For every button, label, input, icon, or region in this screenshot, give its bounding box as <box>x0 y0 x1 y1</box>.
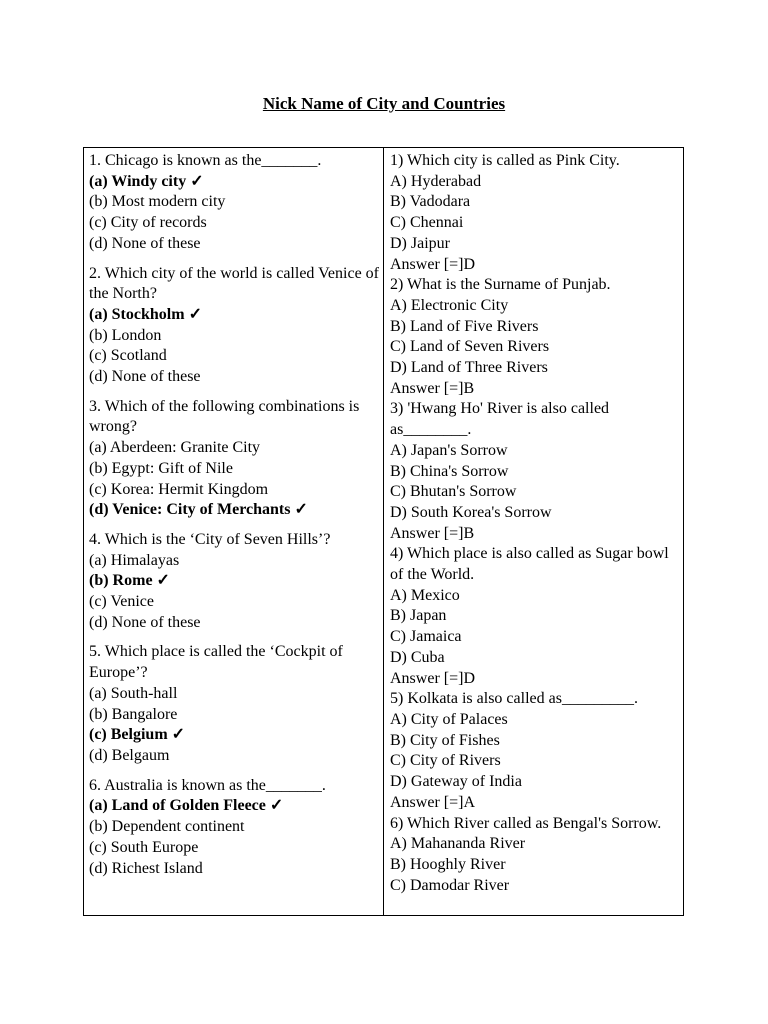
answer-line: Answer [=]D <box>390 255 475 273</box>
option-d: (d) None of these <box>89 234 201 252</box>
option-d: (d) Belgaum <box>89 746 170 764</box>
option-c-correct: (c) Belgium ✓ <box>89 726 186 744</box>
option-c: C) Chennai <box>390 214 464 232</box>
option-c: (c) Korea: Hermit Kingdom <box>89 480 269 498</box>
question-text: 1) Which city is called as Pink City. <box>390 152 620 169</box>
answer-line: Answer [=]B <box>390 524 475 542</box>
option-a: A) City of Palaces <box>390 710 508 728</box>
option-d: (d) None of these <box>89 613 201 631</box>
question-text: 5. Which place is called the ‘Cockpit of Europe’? <box>89 643 343 682</box>
answer-line: Answer [=]B <box>390 379 475 397</box>
option-a: A) Mexico <box>390 586 460 604</box>
option-b: (b) Bangalore <box>89 705 178 723</box>
option-a-correct: (a) Land of Golden Fleece ✓ <box>89 797 284 815</box>
option-b: B) City of Fishes <box>390 731 500 749</box>
option-d: D) South Korea's Sorrow <box>390 503 552 521</box>
question-text: 6) Which River called as Bengal's Sorrow. <box>390 814 662 832</box>
question-text: 5) Kolkata is also called as_________. <box>390 690 638 708</box>
option-a: A) Electronic City <box>390 296 509 314</box>
left-question-5 <box>89 642 379 766</box>
option-c: (c) Scotland <box>89 347 167 365</box>
left-question-6 <box>89 776 379 880</box>
option-c: (c) South Europe <box>89 838 199 856</box>
question-text: 1. Chicago is known as the_______. <box>89 152 322 169</box>
quiz-table <box>83 147 684 916</box>
option-c: C) Land of Seven Rivers <box>390 338 550 356</box>
question-text: 3. Which of the following combinations is wrong? <box>89 397 360 436</box>
left-question-2 <box>89 264 379 388</box>
option-b: (b) Egypt: Gift of Nile <box>89 459 233 477</box>
option-c: C) Bhutan's Sorrow <box>390 483 517 501</box>
option-b: (b) London <box>89 326 162 344</box>
right-column <box>390 148 680 915</box>
option-b: B) Japan <box>390 607 447 625</box>
left-question-4 <box>89 530 379 634</box>
left-column <box>89 148 379 915</box>
document-title: Nick Name of City and Countries <box>262 94 506 113</box>
question-text: 4. Which is the ‘City of Seven Hills’? <box>89 530 331 548</box>
question-text: 4) Which place is also called as Sugar bowl of the World. <box>390 545 669 584</box>
option-c: (c) City of records <box>89 214 207 232</box>
option-a: (a) South-hall <box>89 684 178 702</box>
answer-line: Answer [=]A <box>390 793 475 811</box>
option-a-correct: (a) Stockholm ✓ <box>89 305 202 323</box>
option-b: B) China's Sorrow <box>390 462 509 480</box>
check-icon: ✓ <box>269 797 284 815</box>
option-d: D) Jaipur <box>390 234 450 252</box>
option-b: (b) Most modern city <box>89 193 226 211</box>
option-b: B) Land of Five Rivers <box>390 317 539 335</box>
option-d: D) Gateway of India <box>390 773 522 791</box>
option-d: (d) Richest Island <box>89 859 203 877</box>
option-a: A) Mahananda River <box>390 835 526 853</box>
option-b: (b) Dependent continent <box>89 818 245 836</box>
question-text: 3) 'Hwang Ho' River is also called as________. <box>390 400 610 439</box>
answer-line: Answer [=]D <box>390 669 475 687</box>
option-d: (d) None of these <box>89 368 201 386</box>
option-d: D) Cuba <box>390 648 445 666</box>
option-a: A) Japan's Sorrow <box>390 441 508 459</box>
option-a: A) Hyderabad <box>390 172 482 190</box>
check-icon: ✓ <box>156 572 170 590</box>
option-b-correct: (b) Rome ✓ <box>89 572 170 590</box>
check-icon: ✓ <box>190 172 204 190</box>
option-c: C) Jamaica <box>390 628 462 646</box>
option-c: (c) Venice <box>89 593 154 611</box>
option-d-correct: (d) Venice: City of Merchants ✓ <box>89 501 308 519</box>
left-question-1 <box>89 151 379 255</box>
option-b: B) Hooghly River <box>390 855 506 873</box>
question-text: 2) What is the Surname of Punjab. <box>390 276 611 294</box>
option-a: (a) Himalayas <box>89 551 180 569</box>
option-c: C) City of Rivers <box>390 752 501 770</box>
left-question-3 <box>89 397 379 521</box>
option-d: D) Land of Three Rivers <box>390 359 548 377</box>
option-a-correct: (a) Windy city ✓ <box>89 172 204 190</box>
check-icon: ✓ <box>171 726 186 744</box>
question-text: 6. Australia is known as the_______. <box>89 776 326 794</box>
column-divider <box>383 148 384 915</box>
check-icon: ✓ <box>294 501 308 519</box>
question-text: 2. Which city of the world is called Venice of the North? <box>89 264 379 303</box>
option-a: (a) Aberdeen: Granite City <box>89 439 261 457</box>
option-b: B) Vadodara <box>390 193 471 211</box>
check-icon: ✓ <box>188 305 202 323</box>
option-c: C) Damodar River <box>390 876 510 894</box>
